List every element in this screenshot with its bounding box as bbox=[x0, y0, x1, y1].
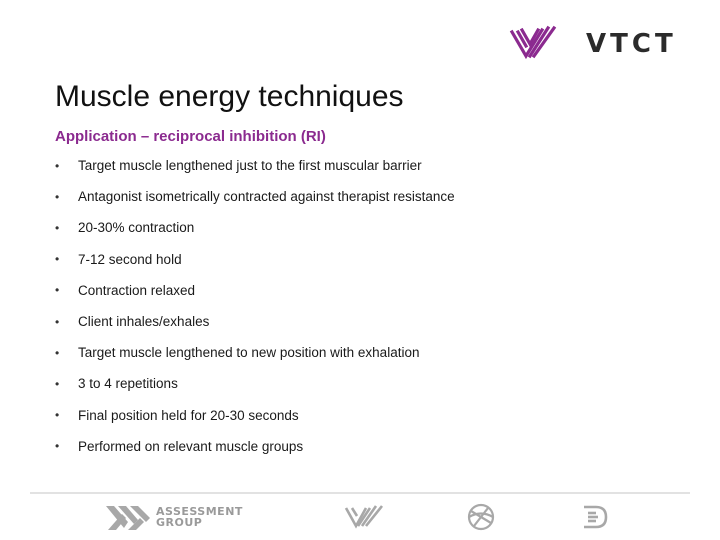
bullet-icon: • bbox=[55, 345, 60, 360]
globe-icon bbox=[466, 502, 496, 532]
assessment-line: ASSESSMENT bbox=[156, 505, 243, 518]
bullet-text: 3 to 4 repetitions bbox=[78, 376, 178, 392]
list-item bbox=[55, 275, 455, 306]
d-brand-icon bbox=[580, 502, 610, 532]
list-item bbox=[55, 150, 455, 181]
list-item bbox=[55, 368, 455, 399]
bullet-text: Performed on relevant muscle groups bbox=[78, 438, 304, 454]
bullet-icon: • bbox=[55, 439, 60, 454]
list-item bbox=[55, 400, 455, 431]
bullet-list bbox=[55, 150, 455, 462]
bullet-text: Target muscle lengthened just to the first muscular barrier bbox=[78, 158, 422, 174]
list-item bbox=[55, 181, 455, 212]
bullet-text: 20-30% contraction bbox=[78, 220, 195, 236]
assessment-group-wordmark bbox=[156, 506, 243, 528]
vtct-logo bbox=[508, 24, 677, 64]
bullet-text: Client inhales/exhales bbox=[78, 314, 210, 330]
bullet-icon: • bbox=[55, 283, 60, 298]
bullet-icon: • bbox=[55, 158, 60, 173]
bullet-text: 7-12 second hold bbox=[78, 251, 182, 267]
list-item bbox=[55, 212, 455, 243]
bullet-icon: • bbox=[55, 408, 60, 423]
bullet-icon: • bbox=[55, 314, 60, 329]
bullet-icon: • bbox=[55, 376, 60, 391]
brand-name: VTCT bbox=[586, 29, 677, 59]
list-item bbox=[55, 337, 455, 368]
footer-logos bbox=[0, 498, 720, 538]
bullet-icon: • bbox=[55, 220, 60, 235]
list-item bbox=[55, 431, 455, 462]
list-item bbox=[55, 306, 455, 337]
bullet-icon: • bbox=[55, 189, 60, 204]
list-item bbox=[55, 244, 455, 275]
bullet-icon: • bbox=[55, 252, 60, 267]
bullet-text: Target muscle lengthened to new position with exhalation bbox=[78, 345, 420, 361]
vtct-chevron-logo-icon bbox=[508, 24, 578, 64]
footer-divider bbox=[30, 492, 690, 494]
chevron-brand-icon bbox=[344, 502, 384, 532]
bullet-text: Antagonist isometrically contracted against therapist resistance bbox=[78, 189, 455, 205]
assessment-group-logo-icon bbox=[104, 502, 152, 534]
slide-title: Muscle energy techniques bbox=[55, 80, 404, 113]
bullet-text: Contraction relaxed bbox=[78, 282, 196, 298]
bullet-text: Final position held for 20-30 seconds bbox=[78, 407, 299, 423]
slide-subtitle: Application – reciprocal inhibition (RI) bbox=[55, 128, 326, 145]
group-line: GROUP bbox=[156, 516, 203, 529]
